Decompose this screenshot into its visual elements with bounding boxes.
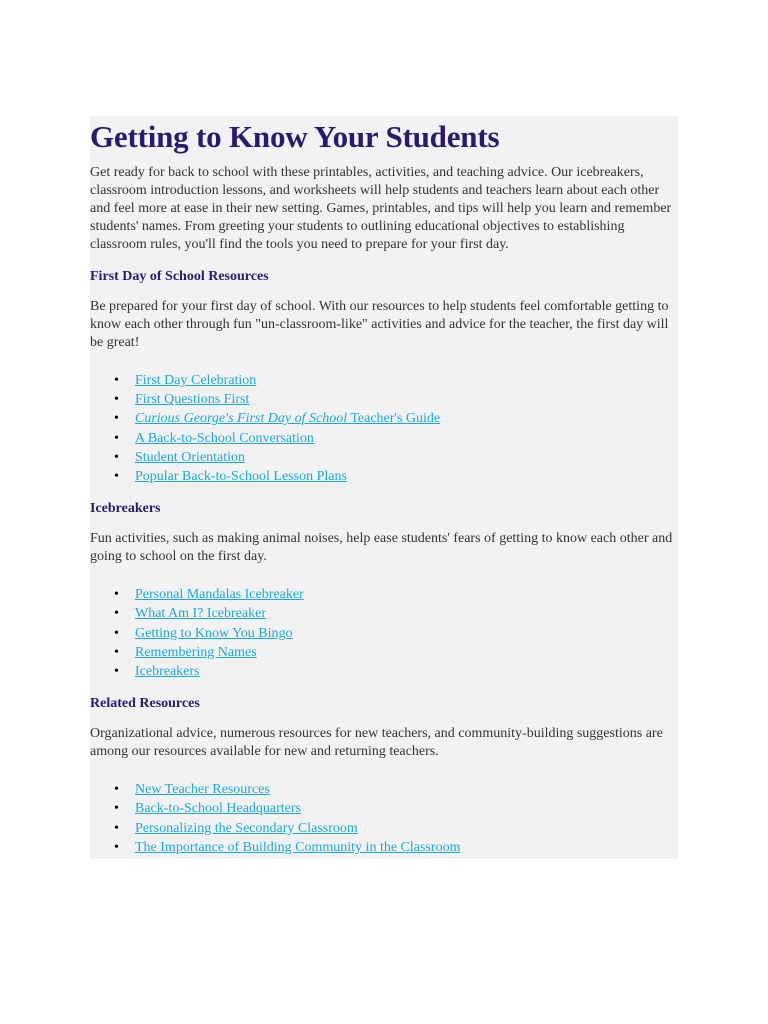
list-item: [114, 780, 678, 799]
list-item: [114, 838, 678, 857]
link-curious-george-guide[interactable]: [135, 411, 440, 426]
link-know-you-bingo[interactable]: Getting to Know You Bingo: [135, 625, 293, 641]
bullet-icon: •: [114, 587, 119, 603]
list-item: [114, 409, 678, 428]
list-item: [114, 429, 678, 448]
link-popular-lesson-plans[interactable]: Popular Back-to-School Lesson Plans: [135, 469, 347, 485]
link-personal-mandalas[interactable]: Personal Mandalas Icebreaker: [135, 587, 304, 603]
bullet-icon: •: [114, 839, 119, 855]
list-item: [114, 467, 678, 486]
list-item: [114, 390, 678, 409]
list-item: [114, 585, 678, 604]
bullet-icon: •: [114, 373, 119, 388]
section-description-icebreakers: Fun activities, such as making animal noises, help ease students' fears of getting to know each other and going to school on the first day.: [90, 531, 673, 565]
bullet-icon: •: [114, 449, 119, 465]
section-heading-related-resources: Related Resources: [90, 696, 200, 712]
link-suffix: Teacher's Guide: [347, 411, 441, 427]
bullet-icon: •: [114, 801, 119, 817]
section-description-first-day: Be prepared for your first day of school. With our resources to help students feel comfortable getting to know each other through fun "un-classroom-like" activities and advice for the teacher, the first day will be great!: [90, 299, 669, 350]
title-block: [90, 116, 678, 859]
link-back-to-school-hq[interactable]: Back-to-School Headquarters: [135, 801, 301, 817]
link-icebreakers[interactable]: Icebreakers: [135, 664, 200, 680]
link-new-teacher-resources[interactable]: New Teacher Resources: [135, 782, 270, 798]
link-remembering-names[interactable]: Remembering Names: [135, 644, 257, 660]
link-list-first-day: [90, 352, 678, 486]
bullet-icon: •: [114, 820, 119, 836]
list-item: [114, 643, 678, 662]
bullet-icon: •: [114, 625, 119, 641]
link-what-am-i[interactable]: What Am I? Icebreaker: [135, 606, 266, 622]
intro-paragraph: Get ready for back to school with these printables, activities, and teaching advice. Our icebreakers, classroom introduction lessons, and worksheets will help students and teachers learn about each other and feel more at ease in their new setting. Games, printables, and tips will help you learn and remember students' names. From greeting your students to outlining educational objectives to establishing classroom rules, you'll find the tools you need to prepare for your first day.: [90, 165, 672, 252]
list-item: [114, 799, 678, 818]
link-building-community[interactable]: The Importance of Building Community in the Classroom: [135, 839, 461, 855]
link-list-icebreakers: [90, 566, 678, 681]
page-title: Getting to Know Your Students: [90, 119, 500, 154]
section-heading-icebreakers: Icebreakers: [90, 501, 161, 517]
bullet-icon: •: [114, 644, 119, 660]
list-item: [114, 819, 678, 838]
bullet-icon: •: [114, 430, 119, 446]
list-item: [114, 624, 678, 643]
bullet-icon: •: [114, 664, 119, 680]
bullet-icon: •: [114, 782, 119, 798]
bullet-icon: •: [114, 606, 119, 622]
link-first-day-celebration[interactable]: First Day Celebration: [135, 373, 257, 388]
link-student-orientation[interactable]: Student Orientation: [135, 449, 246, 465]
list-item: [114, 448, 678, 467]
section-heading-first-day: First Day of School Resources: [90, 269, 269, 284]
list-item: [114, 662, 678, 681]
list-item: [114, 604, 678, 623]
link-list-related-resources: [90, 761, 678, 859]
bullet-icon: •: [114, 411, 119, 427]
list-item: [114, 371, 678, 390]
link-first-questions-first[interactable]: First Questions First: [135, 392, 250, 408]
document-page: [90, 116, 678, 859]
bullet-icon: •: [114, 392, 119, 408]
link-back-to-school-conversation[interactable]: A Back-to-School Conversation: [135, 430, 314, 446]
link-italic-title: Curious George's First Day of School: [135, 411, 348, 427]
link-personalizing-classroom[interactable]: Personalizing the Secondary Classroom: [135, 820, 358, 836]
section-description-related-resources: Organizational advice, numerous resources for new teachers, and community-building suggestions are among our resources available for new and returning teachers.: [90, 726, 663, 760]
bullet-icon: •: [114, 469, 119, 485]
